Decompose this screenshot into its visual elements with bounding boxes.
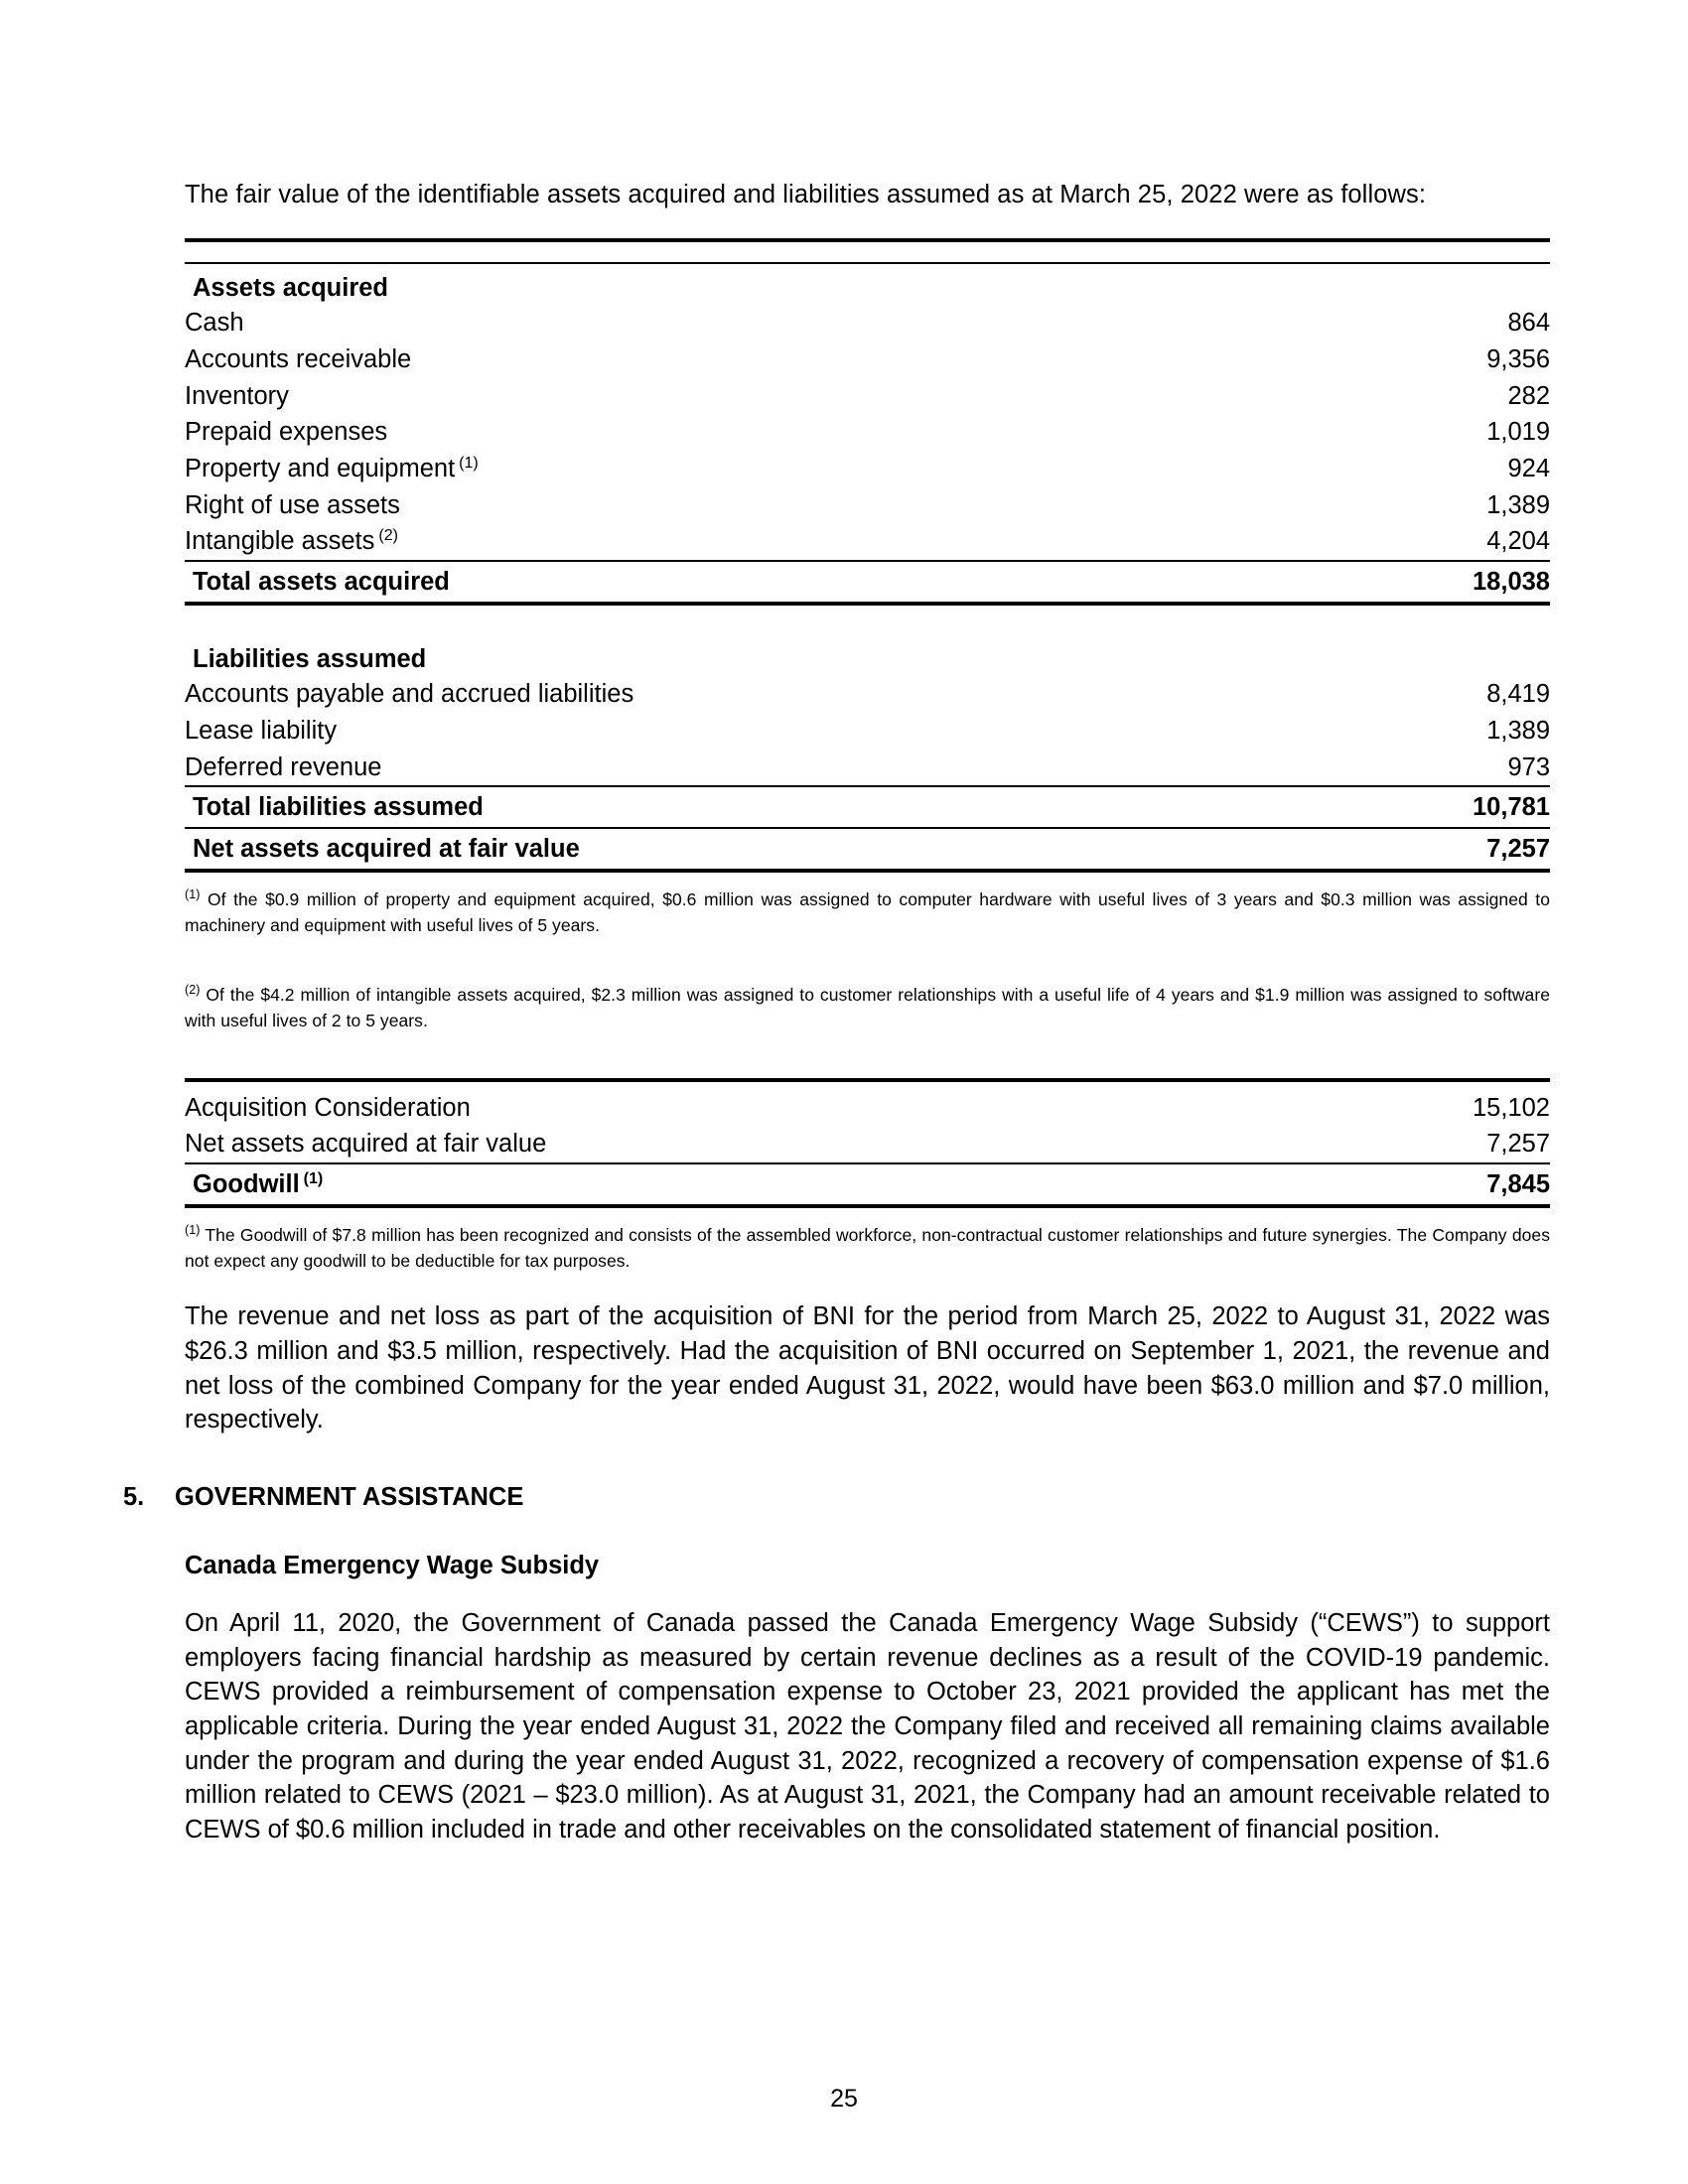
- goodwill-value: 7,845: [1486, 1170, 1550, 1199]
- table-row: [185, 750, 1550, 786]
- table-row: [185, 1090, 1550, 1127]
- row-value: 9,356: [1486, 345, 1550, 373]
- row-label: Prepaid expenses: [185, 418, 388, 447]
- table-row: [185, 378, 1550, 415]
- footnote-marker-2: (2): [378, 526, 398, 544]
- footnote-1-marker: (1): [185, 887, 201, 901]
- row-value: 924: [1507, 455, 1550, 483]
- table-row: [185, 713, 1550, 750]
- row-label: Inventory: [185, 381, 289, 410]
- row-label: Right of use assets: [185, 490, 400, 519]
- section-5-heading: [123, 1482, 1550, 1512]
- row-value: 7,257: [1486, 1130, 1550, 1159]
- page-number: 25: [830, 2085, 858, 2113]
- footnote-marker-1: (1): [459, 454, 479, 472]
- net-assets-row: [185, 829, 1550, 869]
- table-row: [185, 451, 1550, 487]
- intro-sentence: The fair value of the identifiable assets acquired and liabilities assumed as at March 25, 2022 were as follows:: [185, 181, 1427, 208]
- table-row: [185, 305, 1550, 341]
- assets-acquired-heading: Assets acquired: [193, 273, 389, 302]
- row-value: 1,019: [1486, 418, 1550, 447]
- page-content: [123, 179, 1551, 1847]
- cews-subheading: Canada Emergency Wage Subsidy: [185, 1551, 600, 1579]
- table-row: [185, 1126, 1550, 1162]
- section-5-number: 5.: [123, 1482, 145, 1511]
- row-label: Cash: [185, 309, 244, 338]
- footnote-2-marker: (2): [185, 983, 201, 998]
- row-label: Net assets acquired at fair value: [185, 1130, 547, 1159]
- row-value: 8,419: [1486, 680, 1550, 709]
- row-value: 4,204: [1486, 527, 1550, 556]
- row-value: 864: [1507, 309, 1550, 338]
- net-assets-label: Net assets acquired at fair value: [193, 835, 580, 864]
- table-row: [185, 676, 1550, 713]
- row-label: Accounts payable and accrued liabilities: [185, 680, 634, 709]
- footnote-1-text: Of the $0.9 million of property and equipment acquired, $0.6 million was assigned to computer hardware with useful lives of 3 years and $0.3 million was assigned to machinery and equipment with useful lives of 5 years.: [185, 888, 1550, 935]
- footnote-2-text: Of the $4.2 million of intangible assets acquired, $2.3 million was assigned to customer relationships with a useful life of 4 years and $1.9 million was assigned to software with useful lives of 2 to 5 years.: [185, 985, 1551, 1031]
- total-liabilities-row: [185, 787, 1550, 827]
- table-row: [185, 414, 1550, 451]
- section-5-title: GOVERNMENT ASSISTANCE: [175, 1482, 524, 1511]
- total-assets-value: 18,038: [1473, 568, 1550, 597]
- footnote-goodwill-text: The Goodwill of $7.8 million has been recognized and consists of the assembled workforce, non-contractual customer relationships and future synergies. The Company does not expect any goodwill to be deductible for tax purposes.: [185, 1224, 1550, 1271]
- footnote-1: [185, 887, 1550, 939]
- footnote-2: [185, 982, 1550, 1034]
- row-value: 282: [1507, 381, 1550, 410]
- liabilities-assumed-heading: Liabilities assumed: [193, 644, 427, 673]
- footnote-marker-1: (1): [303, 1169, 324, 1187]
- row-label: Deferred revenue: [185, 752, 382, 781]
- cews-paragraph: On April 11, 2020, the Government of Canada passed the Canada Emergency Wage Subsidy (“CEWS”) to support employers facing financial hardship as measured by certain revenue declines as a result of the COVID-19 pandemic. CEWS provided a reimbursement of compensation expense to October 23, 2021 provided the applicant has met the applicable criteria. During the year ended August 31, 2022 the Company filed and received all remaining claims available under the program and during the year ended August 31, 2022, recognized a recovery of compensation expense of $1.6 million related to CEWS (2021 – $23.0 million). As at August 31, 2021, the Company had an amount receivable related to CEWS of $0.6 million included in trade and other receivables on the consolidated statement of financial position.: [185, 1608, 1550, 1843]
- table-row: [185, 487, 1550, 524]
- net-assets-bottom-rule: [185, 869, 1550, 873]
- row-label: Acquisition Consideration: [185, 1093, 471, 1122]
- row-value: 973: [1507, 752, 1550, 781]
- goodwill-table: [185, 1078, 1550, 1208]
- row-label: Intangible assets: [185, 527, 375, 556]
- row-label: Lease liability: [185, 717, 338, 746]
- net-assets-value: 7,257: [1486, 835, 1550, 864]
- row-value: 15,102: [1473, 1093, 1550, 1122]
- assets-acquired-heading-row: [185, 264, 1550, 306]
- bni-revenue-paragraph: The revenue and net loss as part of the acquisition of BNI for the period from March 25, 2022 to August 31, 2022 was $26.3 million and $3.5 million, respectively. Had the acquisition of BNI occurred on September 1, 2021, the revenue and net loss of the combined Company for the year ended August 31, 2022, would have been $63.0 million and $7.0 million, respectively.: [185, 1302, 1550, 1434]
- row-label: Property and equipment: [185, 455, 456, 483]
- goodwill-row: [185, 1164, 1550, 1204]
- footnote-goodwill: [185, 1222, 1550, 1275]
- table-row: [185, 341, 1550, 378]
- row-value: 1,389: [1486, 717, 1550, 746]
- total-liabilities-label: Total liabilities assumed: [193, 793, 484, 822]
- total-liabilities-value: 10,781: [1473, 793, 1550, 822]
- footnote-goodwill-marker: (1): [185, 1222, 201, 1237]
- table-row: [185, 523, 1550, 560]
- total-assets-label: Total assets acquired: [193, 568, 450, 597]
- total-assets-row: [185, 562, 1550, 602]
- goodwill-bottom-rule: [185, 1204, 1550, 1208]
- net-assets-table: [185, 238, 1550, 873]
- goodwill-label: Goodwill: [193, 1170, 300, 1199]
- liabilities-assumed-heading-row: [185, 635, 1550, 677]
- row-label: Accounts receivable: [185, 345, 412, 373]
- row-value: 1,389: [1486, 490, 1550, 519]
